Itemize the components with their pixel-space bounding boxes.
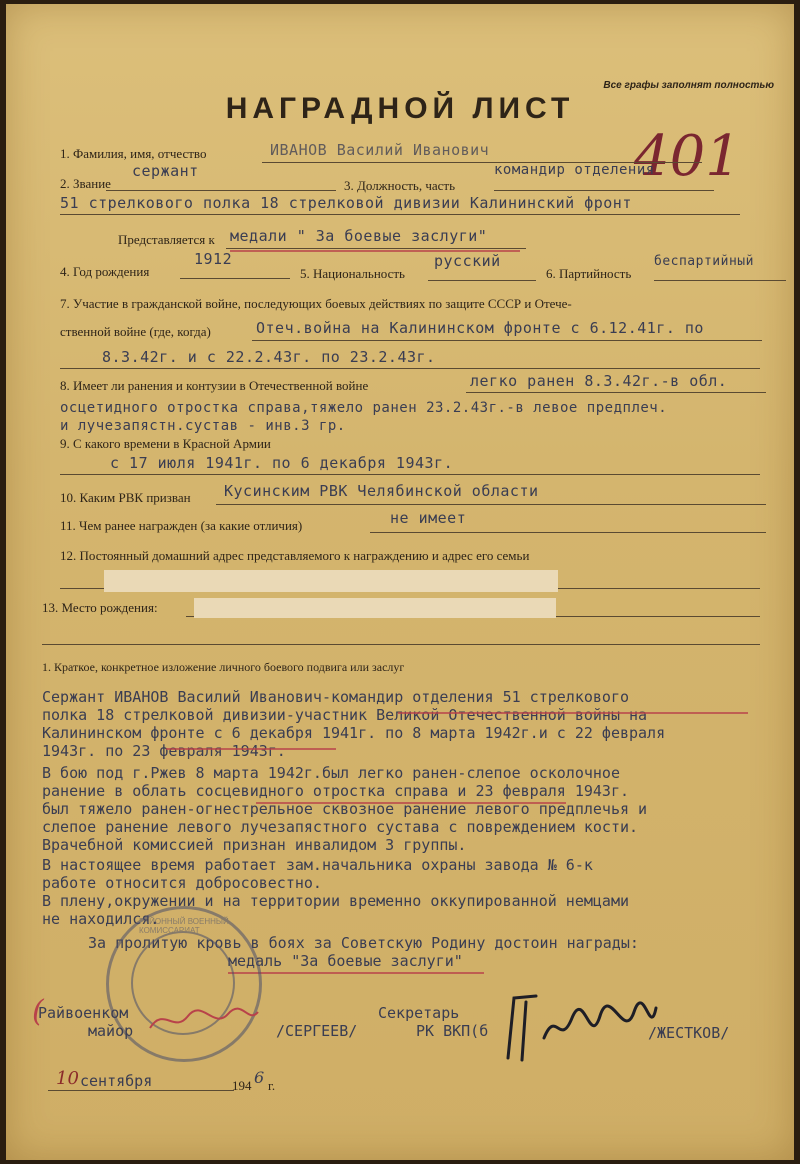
conclusion-line-b: медаль "За боевые заслуги"	[228, 952, 463, 970]
field-7-value-b: 8.3.42г. и с 22.2.43г. по 23.2.43г.	[102, 348, 436, 366]
field-4-label: 4. Год рождения	[60, 264, 150, 279]
field-1-value: ИВАНОВ Василий Иванович	[270, 141, 490, 159]
summary-line: был тяжело ранен-огнестрельное сквозное ранение левого предплечья и	[42, 800, 648, 818]
signature-left-rank: майор	[88, 1022, 134, 1040]
stamp-text: РАЙОННЫЙ ВОЕННЫЙ КОМИССАРИАТ	[139, 917, 229, 935]
summary-line: В бою под г.Ржев 8 марта 1942г.был легко ранен-слепое осколочное	[42, 764, 620, 782]
field-8-rule	[466, 392, 766, 393]
field-1-label: 1. Фамилия, имя, отчество	[60, 146, 207, 161]
field-3-rule	[494, 190, 714, 191]
field-8-value-c: и лучезапястн.сустав - инв.3 гр.	[60, 418, 346, 434]
field-3-rule-b	[60, 214, 740, 215]
field-4-rule	[180, 278, 290, 279]
field-6-rule	[654, 280, 786, 281]
field-9-label: 9. С какого времени в Красной Армии	[60, 436, 271, 451]
field-2-rule	[106, 190, 336, 191]
signature-right-name: /ЖЕСТКОВ/	[648, 1024, 730, 1042]
summary-line: полка 18 стрелковой дивизии-участник Великой Отечественной войны на	[42, 706, 648, 724]
signature-left-title: Райвоенком	[38, 1004, 129, 1022]
handwritten-number: 401	[634, 124, 741, 189]
field-10-label: 10. Каким РВК призван	[60, 490, 191, 505]
date-suffix: г.	[268, 1078, 276, 1093]
field-7-label-b: ственной войне (где, когда)	[60, 324, 211, 339]
field-5-value: русский	[434, 252, 501, 270]
summary-line: В плену,окружении и на территории временно оккупированной немцами	[42, 892, 629, 910]
summary-line: ранение в облать сосцевидного отростка справа и 23 февраля 1943г.	[42, 782, 629, 800]
field-4-value: 1912	[194, 250, 233, 268]
field-7-rule-b	[60, 368, 760, 369]
signature-left-scrawl	[144, 1000, 264, 1040]
field-7-rule-a	[252, 340, 762, 341]
field-5-label: 5. Национальность	[300, 266, 405, 281]
field-6-label: 6. Партийность	[546, 266, 632, 281]
signature-right-scrawl	[500, 978, 660, 1068]
field-6-value: беспартийный	[654, 254, 754, 269]
summary-line: Сержант ИВАНОВ Василий Иванович-командир отделения 51 стрелкового	[42, 688, 629, 706]
field-3-label: 3. Должность, часть	[344, 178, 456, 193]
date-year-prefix: 194	[232, 1078, 252, 1093]
field-11-value: не имеет	[390, 509, 467, 527]
field-3-value-a: командир отделения	[494, 162, 655, 178]
field-8-value-b: осцетидного отростка справа,тяжело ранен 23.2.43г.-в левое предплеч.	[60, 400, 668, 416]
award-sheet	[6, 4, 794, 1160]
signature-right-org: РК ВКП(б	[416, 1022, 489, 1040]
date-rule	[48, 1090, 234, 1091]
field-7-value-a: Отеч.война на Калининском фронте с 6.12.41г. по	[256, 319, 704, 337]
field-7-label-a: 7. Участие в гражданской войне, последующих боевых действиях по защите СССР и Отече-	[60, 296, 572, 311]
section-divider	[42, 644, 760, 645]
field-9-value: с 17 июля 1941г. по 6 декабря 1943г.	[110, 454, 454, 472]
red-underline	[166, 748, 336, 750]
field-8-value-a: легко ранен 8.3.42г.-в обл.	[470, 372, 728, 390]
redacted-address	[104, 570, 558, 592]
summary-line: Калининском фронте с 6 декабря 1941г. по 8 марта 1942г.и с 22 февраля	[42, 724, 666, 742]
summary-line: Врачебной комиссией признан инвалидом 3 группы.	[42, 836, 467, 854]
summary-line: В настоящее время работает зам.начальника охраны завода № 6-к	[42, 856, 593, 874]
conclusion-line-a: За пролитую кровь в боях за Советскую Родину достоин награды:	[88, 934, 639, 952]
summary-line: 1943г. по 23 февраля 1943г.	[42, 742, 286, 760]
summary-line: не находился.	[42, 910, 160, 928]
red-underline	[256, 802, 566, 804]
field-8-label: 8. Имеет ли ранения и контузии в Отечественной войне	[60, 378, 369, 393]
field-11-rule	[370, 532, 766, 533]
present-label: Представляется к	[118, 232, 215, 247]
present-value: медали " За боевые заслуги"	[230, 227, 488, 245]
field-10-rule	[216, 504, 766, 505]
signature-right-title: Секретарь	[378, 1004, 460, 1022]
corner-note: Все графы заполнят полностью	[603, 80, 774, 91]
field-5-rule	[428, 280, 536, 281]
handwritten-mark: (	[32, 994, 44, 1029]
field-10-value: Кусинским РВК Челябинской области	[224, 482, 539, 500]
red-underline	[228, 972, 484, 974]
red-underline	[398, 712, 748, 714]
field-13-label: 13. Место рождения:	[42, 600, 158, 615]
date-year-digit: 6	[254, 1068, 265, 1087]
page-title: НАГРАДНОЙ ЛИСТ	[225, 92, 575, 125]
field-2-value: сержант	[132, 162, 199, 180]
field-11-label: 11. Чем ранее награжден (за какие отличия)	[60, 518, 303, 533]
field-12-label: 12. Постоянный домашний адрес представляемого к награждению и адрес его семьи	[60, 548, 530, 563]
field-2-label: 2. Звание	[60, 176, 111, 191]
date-day: 10	[56, 1068, 79, 1089]
present-rule	[226, 248, 526, 249]
signature-left-name: /СЕРГЕЕВ/	[276, 1022, 358, 1040]
field-3-value-b: 51 стрелкового полка 18 стрелковой дивизии Калининский фронт	[60, 194, 632, 212]
redacted-birthplace	[194, 598, 556, 618]
summary-line: работе относится добросовестно.	[42, 874, 322, 892]
field-9-rule	[60, 474, 760, 475]
summary-line: слепое ранение левого лучезапястного сустава с повреждением кости.	[42, 818, 639, 836]
date-month: сентября	[80, 1072, 153, 1090]
summary-heading: 1. Краткое, конкретное изложение личного боевого подвига или заслуг	[42, 660, 405, 674]
